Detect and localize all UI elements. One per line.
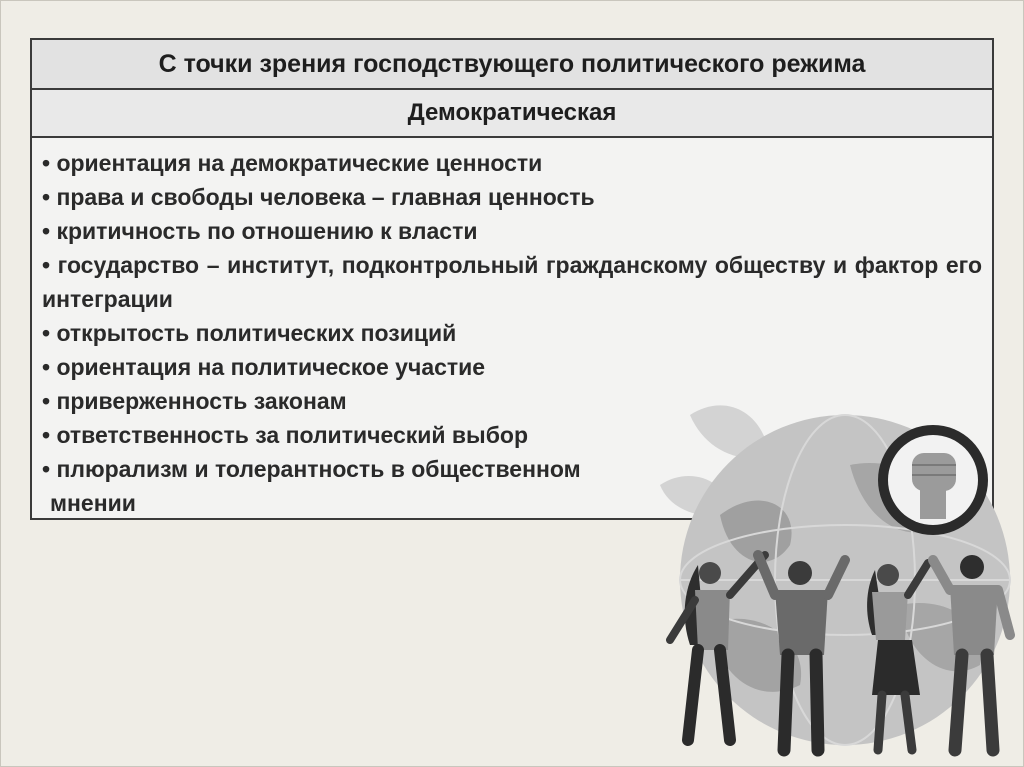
bullet-item: • плюрализм и толерантность в общественном (42, 456, 581, 482)
bullet-item: • ориентация на политическое участие (42, 354, 486, 380)
table-subheader: Демократическая (32, 90, 992, 138)
bullet-item: • государство – институт, подконтрольный гражданскому обществу и фактор его интеграции (42, 252, 982, 312)
bullet-item: • приверженность законам (42, 388, 347, 414)
bullet-item: • права и свободы человека – главная ценность (42, 184, 595, 210)
table-header: С точки зрения господствующего политического режима (32, 40, 992, 90)
bullet-item: • ответственность за политический выбор (42, 422, 528, 448)
bullet-item: • ориентация на демократические ценности (42, 150, 543, 176)
bullet-continuation: мнении (50, 490, 136, 516)
bullet-item: • критичность по отношению к власти (42, 218, 478, 244)
democracy-illustration (650, 395, 1024, 767)
bullet-item: • открытость политических позиций (42, 320, 457, 346)
raised-fist-icon (878, 425, 988, 535)
